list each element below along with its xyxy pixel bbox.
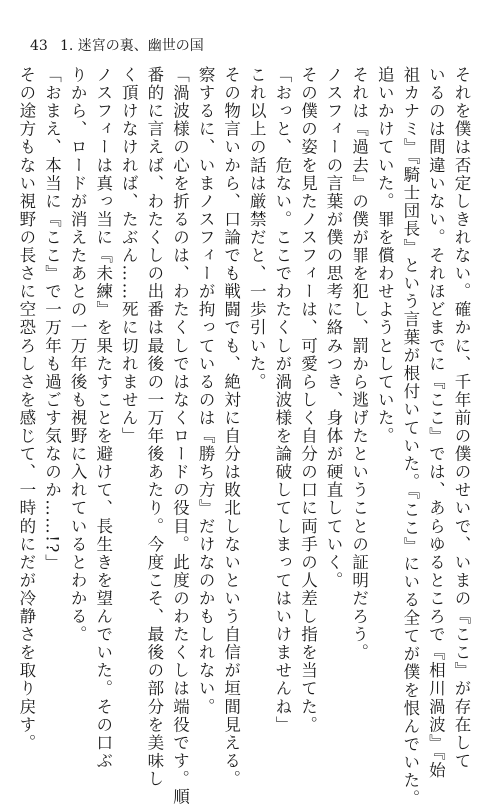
text-line: 「渦波様の心を折るのは、わたくしではなくロードの役目。此度のわたくしは端役です。順 bbox=[170, 66, 190, 807]
page-number: 43 bbox=[30, 38, 48, 54]
text-line: その物言いから、口論でも戦闘でも、絶対に自分は敗北しないという自信が垣間見える。 bbox=[221, 66, 241, 788]
text-line: それを僕は否定しきれない。確かに、千年前の僕のせいで、いまの『ここ』が存在して bbox=[452, 66, 471, 770]
text-line: ノスフィーは真っ当に『未練』を果たすことを避けて、長生きを望んでいた。その口ぶ bbox=[93, 66, 113, 770]
vertical-text-body bbox=[16, 66, 474, 808]
text-line: く頂けなければ、たぶん……死に切れません」 bbox=[119, 66, 139, 446]
page-header bbox=[30, 38, 204, 54]
text-line: それは『過去』の僕が罪を犯し、罰から逃げたということの証明だろう。 bbox=[349, 66, 369, 662]
text-line: 番的に言えば、わたくしの出番は最後の一万年後あたり。今度こそ、最後の部分を美味し bbox=[144, 66, 164, 788]
text-line: りから、ロードが消えたあとの一万年後も視野に入れているとわかる。 bbox=[68, 66, 88, 644]
text-line: これ以上の話は厳禁だと、一歩引いた。 bbox=[247, 66, 267, 391]
chapter-title: 1. 迷宮の裏、幽世の国 bbox=[60, 38, 204, 54]
text-line: その途方もない視野の長さに空恐ろしさを感じて、一時的にだが冷静さを取り戻す。 bbox=[16, 66, 36, 752]
text-line: 追いかけていた。罪を償わせようとしていた。 bbox=[375, 66, 395, 446]
text-line: ノスフィーの言葉が僕の思考に絡みつき、身体が硬直していく。 bbox=[324, 66, 344, 590]
text-line: 「おまえ、本当に『ここ』で一万年も過ごす気なのか……!?」 bbox=[42, 66, 62, 572]
text-line: いるのは間違いない。それほどまでに『ここ』では、あらゆるところで『相川渦波』『始 bbox=[426, 66, 446, 780]
text-line: 祖カナミ』『騎士団長』という言葉が根付いていた。『ここ』にいる全てが僕を恨んでいた。 bbox=[400, 66, 420, 808]
text-line: その僕の姿を見たノスフィーは、可愛らしく自分の口に両手の人差し指を当てた。 bbox=[298, 66, 318, 734]
text-line: 察するに、いまノスフィーが拘っているのは『勝ち方』だけなのかもしれない。 bbox=[196, 66, 216, 716]
text-line: 「おっと、危ない。ここでわたくしが渦波様を論破してしまってはいけませんね」 bbox=[272, 66, 292, 734]
